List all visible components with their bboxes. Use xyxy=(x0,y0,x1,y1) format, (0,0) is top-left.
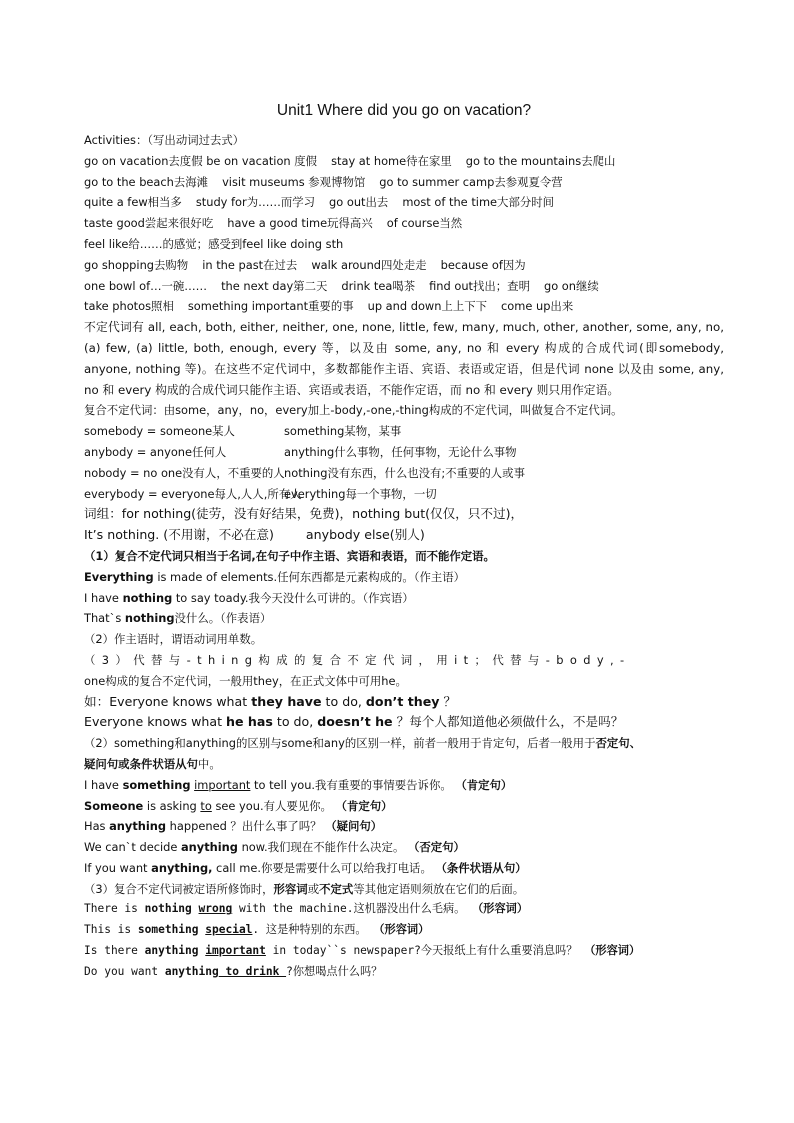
phrase-line xyxy=(84,213,724,234)
pronoun-thing: everything每一个事物，一切 xyxy=(284,486,437,501)
pronoun-pairs xyxy=(84,421,724,504)
example-1: Everything is made of elements.任何东西都是元素构成的。（作主语） xyxy=(84,569,466,584)
phrase-item: of course当然 xyxy=(386,216,463,231)
phrase-item: stay at home待在家里 xyxy=(331,153,452,168)
groups-line-1: 词组：for nothing(徒劳，没有好结果，免费)，nothing but(仅仅，只不过)， xyxy=(84,506,524,522)
example-6: I have something important to tell you.我有重要的事情要告诉你。 （肯定句） xyxy=(84,777,513,792)
pronoun-pair xyxy=(84,463,724,484)
example-7: Someone is asking to see you.有人要见你。 （肯定句） xyxy=(84,798,393,813)
example-9: We can`t decide anything now.我们现在不能作什么决定。 （否定句） xyxy=(84,840,465,855)
document-page xyxy=(84,100,724,983)
phrase-item: come up出来 xyxy=(501,299,574,314)
phrase-item: drink tea喝茶 xyxy=(341,278,416,293)
example-10: If you want anything, call me.你要是需要什么可以给我打电话。 （条件状语从句） xyxy=(84,860,527,875)
pronoun-person: anybody = anyone任何人 xyxy=(84,444,227,459)
phrase-item: go to the mountains去爬山 xyxy=(465,153,616,168)
example-4: 如：Everyone knows what they have to do, don’t they ？ xyxy=(84,693,457,709)
example-13: Is there anything important in today``s newspaper?今天报纸上有什么重要消息吗？ （形容词） xyxy=(84,944,641,958)
groups-item-its-nothing: It’s nothing. (不用谢，不必在意) xyxy=(84,527,274,543)
pronoun-pair xyxy=(84,484,724,505)
phrase-item: go shopping去购物 xyxy=(84,257,189,272)
rule-4: （2）something和anything的区别与some和any的区别一样，前者一般用于肯定句，后者一般用于否定句、 xyxy=(84,736,642,751)
phrase-item: quite a few相当多 xyxy=(84,195,182,210)
example-11: There is nothing wrong with the machine.这机器没出什么毛病。 （形容词） xyxy=(84,902,529,916)
activities-heading: Activities：（写出动词过去式） xyxy=(84,133,245,147)
pronoun-person: nobody = no one没有人，不重要的人 xyxy=(84,465,285,480)
phrase-item: find out找出；查明 xyxy=(429,278,530,293)
phrase-item: up and down上上下下 xyxy=(367,299,488,314)
compound-definition: 复合不定代词：由some，any，no，every加上-body,-one,-thing构成的不定代词，叫做复合不定代词。 xyxy=(84,403,623,418)
phrase-item: go to summer camp去参观夏令营 xyxy=(379,174,563,189)
pronoun-person: somebody = someone某人 xyxy=(84,424,235,439)
phrase-item: take photos照相 xyxy=(84,299,174,314)
groups-item-anybody-else: anybody else(别人) xyxy=(305,527,425,543)
intro-paragraph: 不定代词有 all, each, both, either, neither, one, none, little, few, many, much, other, another, some, any, no, (a) few, (a) little, both, enough, every 等，以及由 some, any, no 和 every 构成的合成代词(即somebody, anyone, nothing 等)。在这些不定代词中，多数都能作主语、宾语、表语或定语，但是代词 none 以及由 some, any, no 和 every 构成的合成代词只能作主语、宾语或表语，不能作定语，而 no 和 every 则只用作定语。 xyxy=(84,320,724,397)
phrase-item: go on vacation去度假 be on vacation 度假 xyxy=(84,153,318,168)
phrase-item: go out出去 xyxy=(329,195,389,210)
example-2: I have nothing to say toady.我今天没什么可讲的。（作宾语） xyxy=(84,590,414,605)
phrase-list xyxy=(84,151,724,317)
groups-line-2 xyxy=(84,525,724,546)
example-14: Do you want anything to drink ?你想喝点什么吗？ xyxy=(84,964,383,978)
phrase-item: visit museums 参观博物馆 xyxy=(222,174,366,189)
pronoun-pair xyxy=(84,421,724,442)
phrase-item: the next day第二天 xyxy=(221,278,328,293)
phrase-item: because of因为 xyxy=(440,257,526,272)
phrase-line xyxy=(84,255,724,276)
example-5: Everyone knows what he has to do, doesn’t he ？每个人都知道他必须做什么，不是吗？ xyxy=(84,714,624,730)
rule-4-cont: 疑问句或条件状语从句中。 xyxy=(84,756,221,771)
phrase-item: go on继续 xyxy=(543,278,599,293)
pronoun-person: everybody = everyone每人,人人,所有人 xyxy=(84,486,302,501)
phrase-line xyxy=(84,234,724,255)
example-12: This is something special. 这是种特别的东西。 （形容词） xyxy=(84,923,430,937)
phrase-item: most of the time大部分时间 xyxy=(402,195,555,210)
example-8: Has anything happened ？出什么事了吗？ （疑问句） xyxy=(84,819,383,834)
phrase-line xyxy=(84,172,724,193)
phrase-line xyxy=(84,192,724,213)
phrase-line xyxy=(84,151,724,172)
rule-1: （1）复合不定代词只相当于名词,在句子中作主语、宾语和表语，而不能作定语。 xyxy=(84,548,495,563)
page-title: Unit1 Where did you go on vacation? xyxy=(276,102,532,119)
phrase-line xyxy=(84,296,724,317)
pronoun-pair xyxy=(84,442,724,463)
phrase-item: go to the beach去海滩 xyxy=(84,174,209,189)
phrase-item: something important重要的事 xyxy=(187,299,354,314)
phrase-item: study for为……而学习 xyxy=(195,195,316,210)
rule-3-line-1: （3）代替与-thing构成的复合不定代词，用it；代替与-body,- xyxy=(84,652,631,667)
phrase-item: feel like给……的感觉；感受到feel like doing sth xyxy=(84,236,344,251)
rule-2: （2）作主语时，谓语动词用单数。 xyxy=(84,632,263,647)
pronoun-thing: anything什么事物，任何事物，无论什么事物 xyxy=(284,444,517,459)
phrase-item: one bowl of…一碗…… xyxy=(84,278,208,293)
pronoun-thing: nothing没有东西，什么也没有;不重要的人或事 xyxy=(284,465,525,480)
phrase-item: in the past在过去 xyxy=(202,257,298,272)
example-3: That`s nothing没什么。（作表语） xyxy=(84,611,272,626)
pronoun-thing: something某物，某事 xyxy=(284,424,402,439)
rule-5: （3）复合不定代词被定语所修饰时，形容词或不定式等其他定语则须放在它们的后面。 xyxy=(84,881,525,896)
phrase-item: have a good time玩得高兴 xyxy=(227,216,373,231)
phrase-item: walk around四处走走 xyxy=(311,257,427,272)
phrase-item: taste good尝起来很好吃 xyxy=(84,216,214,231)
phrase-line xyxy=(84,276,724,297)
rule-3-line-2: one构成的复合不定代词，一般用they，在正式文体中可用he。 xyxy=(84,673,407,688)
